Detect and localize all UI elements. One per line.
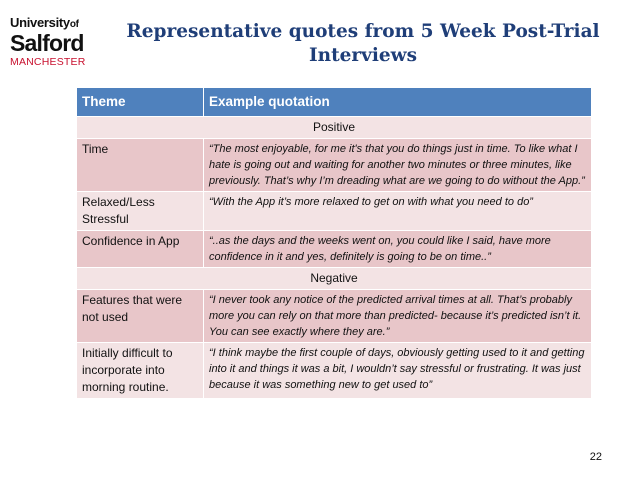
logo-word-of: of bbox=[69, 19, 79, 30]
quote-cell: “I think maybe the first couple of days, obviously getting used to it and getting into it and things it was a bit, I wouldn’t say stressful or frustrating. It was just because it was something new to get used to” bbox=[204, 343, 592, 399]
quote-cell: “I never took any notice of the predicted arrival times at all. That’s probably more you can rely on that more than predicted- because it’s predicted isn’t it. You can see exactly where they are.” bbox=[204, 290, 592, 343]
header-example-quotation: Example quotation bbox=[204, 88, 592, 117]
theme-cell: Confidence in App bbox=[77, 231, 204, 268]
section-label-negative: Negative bbox=[77, 268, 592, 290]
page-number: 22 bbox=[589, 451, 602, 463]
table-header-row bbox=[77, 88, 592, 117]
logo-line-manchester: MANCHESTER bbox=[10, 56, 86, 68]
logo-line-salford: Salford bbox=[10, 30, 84, 56]
theme-cell: Initially difficult to incorporate into morning routine. bbox=[77, 343, 204, 399]
section-row-negative bbox=[77, 268, 592, 290]
quotes-table bbox=[76, 87, 592, 399]
quote-cell: “The most enjoyable, for me it's that you do things just in time. To like what I hate is going out and waiting for another two minutes or three minutes, like previously. That’s why I’m dreading what are we going to do without the App.” bbox=[204, 139, 592, 192]
theme-cell: Features that were not used bbox=[77, 290, 204, 343]
section-row-positive bbox=[77, 117, 592, 139]
theme-cell: Relaxed/Less Stressful bbox=[77, 192, 204, 231]
table-row bbox=[77, 231, 592, 268]
table-row bbox=[77, 290, 592, 343]
university-logo bbox=[10, 15, 128, 69]
quote-cell: “..as the days and the weeks went on, you could like I said, have more confidence in it and yes, definitely is going to be on time..” bbox=[204, 231, 592, 268]
logo-word-university: University bbox=[10, 15, 70, 30]
theme-cell: Time bbox=[77, 139, 204, 192]
section-label-positive: Positive bbox=[77, 117, 592, 139]
table-row bbox=[77, 343, 592, 399]
table-row bbox=[77, 192, 592, 231]
quote-cell: “With the App it’s more relaxed to get on with what you need to do” bbox=[204, 192, 592, 231]
header-theme: Theme bbox=[77, 88, 204, 117]
table-row bbox=[77, 139, 592, 192]
slide-title: Representative quotes from 5 Week Post-Trial Interviews bbox=[126, 21, 600, 66]
